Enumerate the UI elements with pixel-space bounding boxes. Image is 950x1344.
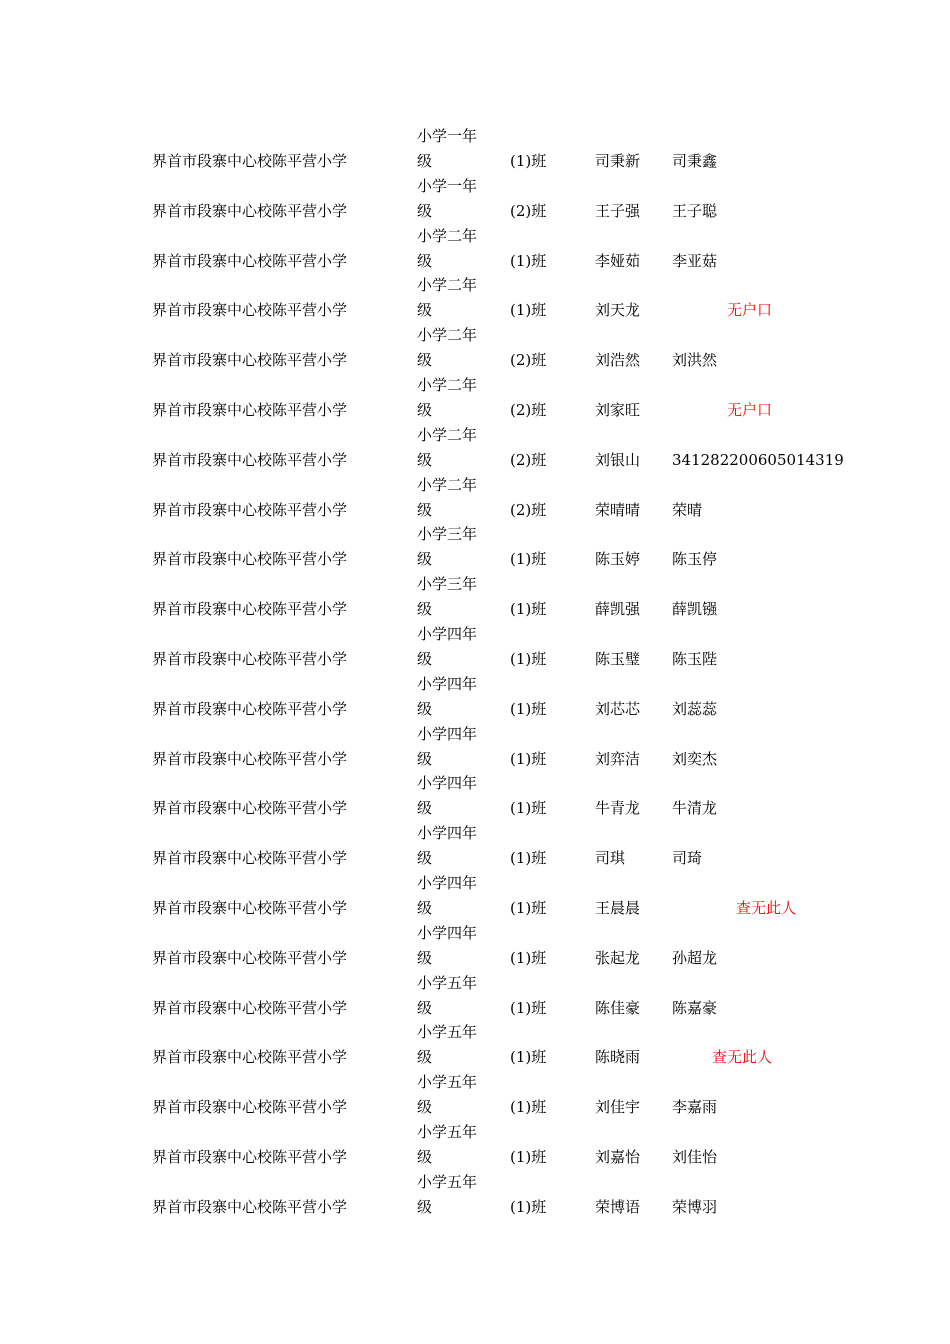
student-name: 刘芯芯 [595, 699, 641, 718]
class-label: (2)班 [510, 400, 547, 419]
corrected-name: 牛清龙 [672, 799, 718, 818]
table-row [152, 921, 832, 971]
table-row [152, 821, 832, 871]
grade-label-bottom: 级 [417, 400, 433, 419]
grade-label-bottom: 级 [417, 152, 433, 170]
corrected-name: 刘蕊蕊 [672, 699, 718, 718]
class-label: (1)班 [510, 301, 547, 320]
class-label: (2)班 [510, 201, 547, 220]
grade-label-bottom: 级 [417, 600, 433, 619]
grade-label-top: 小学二年 [417, 276, 478, 295]
grade-label-top: 小学二年 [417, 326, 478, 345]
grade-label-top: 小学二年 [417, 375, 478, 394]
grade-label-bottom: 级 [417, 898, 433, 917]
school-name: 界首市段寨中心校陈平营小学 [152, 500, 348, 519]
student-name: 王晨晨 [595, 898, 641, 917]
grade-label-bottom: 级 [417, 1098, 433, 1117]
corrected-name: 司秉鑫 [672, 152, 718, 170]
table-row [152, 1120, 832, 1170]
grade-label-top: 小学五年 [417, 1122, 478, 1141]
grade-label-bottom: 级 [417, 351, 433, 370]
grade-label-bottom: 级 [417, 500, 433, 519]
school-name: 界首市段寨中心校陈平营小学 [152, 1098, 348, 1117]
grade-label-bottom: 级 [417, 948, 433, 967]
class-label: (1)班 [510, 948, 547, 967]
school-name: 界首市段寨中心校陈平营小学 [152, 251, 348, 270]
school-name: 界首市段寨中心校陈平营小学 [152, 400, 348, 419]
table-row [152, 373, 832, 423]
school-name: 界首市段寨中心校陈平营小学 [152, 849, 348, 868]
table-row [152, 871, 832, 921]
student-name: 司秉新 [595, 152, 641, 170]
student-name: 李娅茹 [595, 251, 641, 270]
grade-label-top: 小学二年 [417, 475, 478, 494]
class-label: (1)班 [510, 550, 547, 569]
school-name: 界首市段寨中心校陈平营小学 [152, 649, 348, 668]
table-row [152, 1020, 832, 1070]
class-label: (2)班 [510, 450, 547, 469]
corrected-name: 刘奕杰 [672, 749, 718, 768]
grade-label-bottom: 级 [417, 201, 433, 220]
student-name: 刘银山 [595, 450, 641, 469]
grade-label-top: 小学二年 [417, 425, 478, 444]
grade-label-top: 小学二年 [417, 226, 478, 245]
class-label: (1)班 [510, 849, 547, 868]
status-note: 无户口 [727, 400, 773, 419]
table-row [152, 971, 832, 1021]
class-label: (1)班 [510, 152, 547, 170]
school-name: 界首市段寨中心校陈平营小学 [152, 1197, 348, 1216]
table-row [152, 622, 832, 672]
class-label: (1)班 [510, 600, 547, 619]
grade-label-bottom: 级 [417, 749, 433, 768]
grade-label-top: 小学一年 [417, 127, 478, 145]
school-name: 界首市段寨中心校陈平营小学 [152, 1048, 348, 1067]
class-label: (1)班 [510, 898, 547, 917]
school-name: 界首市段寨中心校陈平营小学 [152, 749, 348, 768]
school-name: 界首市段寨中心校陈平营小学 [152, 948, 348, 967]
table-row [152, 124, 832, 174]
table-row [152, 174, 832, 224]
student-name: 陈佳豪 [595, 998, 641, 1017]
corrected-name: 刘洪然 [672, 351, 718, 370]
class-label: (1)班 [510, 699, 547, 718]
student-name: 司琪 [595, 849, 626, 868]
corrected-name: 陈嘉豪 [672, 998, 718, 1017]
grade-label-top: 小学四年 [417, 923, 478, 942]
student-name: 薛凯强 [595, 600, 641, 619]
grade-label-bottom: 级 [417, 799, 433, 818]
table-row [152, 473, 832, 523]
table-row [152, 672, 832, 722]
table-row [152, 1070, 832, 1120]
student-name: 刘天龙 [595, 301, 641, 320]
grade-label-bottom: 级 [417, 1147, 433, 1166]
school-name: 界首市段寨中心校陈平营小学 [152, 152, 348, 170]
corrected-name: 薛凯镪 [672, 600, 718, 619]
corrected-name: 王子聪 [672, 201, 718, 220]
student-name: 牛青龙 [595, 799, 641, 818]
grade-label-bottom: 级 [417, 1048, 433, 1067]
student-name: 陈玉婷 [595, 550, 641, 569]
grade-label-bottom: 级 [417, 301, 433, 320]
corrected-name: 刘佳怡 [672, 1147, 718, 1166]
class-label: (1)班 [510, 649, 547, 668]
table-row [152, 224, 832, 274]
class-label: (1)班 [510, 251, 547, 270]
student-name: 刘家旺 [595, 400, 641, 419]
grade-label-top: 小学三年 [417, 525, 478, 544]
class-label: (2)班 [510, 351, 547, 370]
school-name: 界首市段寨中心校陈平营小学 [152, 550, 348, 569]
student-name: 刘嘉怡 [595, 1147, 641, 1166]
grade-label-bottom: 级 [417, 849, 433, 868]
student-name: 刘佳宇 [595, 1098, 641, 1117]
table-row [152, 423, 844, 473]
class-label: (1)班 [510, 998, 547, 1017]
table-row [152, 273, 832, 323]
corrected-name: 司琦 [672, 849, 703, 868]
grade-label-top: 小学四年 [417, 824, 478, 843]
table-row [152, 572, 832, 622]
status-note: 查无此人 [712, 1048, 773, 1067]
student-name: 王子强 [595, 201, 641, 220]
grade-label-bottom: 级 [417, 649, 433, 668]
status-note: 查无此人 [736, 898, 797, 917]
grade-label-bottom: 级 [417, 998, 433, 1017]
school-name: 界首市段寨中心校陈平营小学 [152, 600, 348, 619]
grade-label-top: 小学四年 [417, 873, 478, 892]
grade-label-bottom: 级 [417, 550, 433, 569]
student-table [152, 124, 844, 1220]
student-name: 荣博语 [595, 1197, 641, 1216]
student-name: 荣晴晴 [595, 500, 641, 519]
grade-label-top: 小学五年 [417, 1023, 478, 1042]
school-name: 界首市段寨中心校陈平营小学 [152, 301, 348, 320]
grade-label-bottom: 级 [417, 450, 433, 469]
status-note: 无户口 [727, 301, 773, 320]
grade-label-top: 小学一年 [417, 176, 478, 195]
corrected-name: 陈玉陛 [672, 649, 718, 668]
school-name: 界首市段寨中心校陈平营小学 [152, 799, 348, 818]
student-name: 陈玉璧 [595, 649, 641, 668]
school-name: 界首市段寨中心校陈平营小学 [152, 699, 348, 718]
grade-label-top: 小学五年 [417, 1172, 478, 1191]
school-name: 界首市段寨中心校陈平营小学 [152, 351, 348, 370]
grade-label-top: 小学四年 [417, 774, 478, 793]
class-label: (2)班 [510, 500, 547, 519]
school-name: 界首市段寨中心校陈平营小学 [152, 898, 348, 917]
id-number: 341282200605014319 [672, 450, 844, 469]
class-label: (1)班 [510, 749, 547, 768]
grade-label-top: 小学四年 [417, 624, 478, 643]
grade-label-bottom: 级 [417, 251, 433, 270]
class-label: (1)班 [510, 1197, 547, 1216]
corrected-name: 李嘉雨 [672, 1098, 718, 1117]
school-name: 界首市段寨中心校陈平营小学 [152, 450, 348, 469]
table-row [152, 522, 832, 572]
corrected-name: 荣晴 [672, 500, 703, 519]
student-name: 陈晓雨 [595, 1048, 641, 1067]
table-row [152, 323, 832, 373]
student-name: 刘浩然 [595, 351, 641, 370]
grade-label-top: 小学三年 [417, 575, 478, 594]
grade-label-bottom: 级 [417, 1197, 433, 1216]
corrected-name: 李亚菇 [672, 251, 718, 270]
school-name: 界首市段寨中心校陈平营小学 [152, 1147, 348, 1166]
table-row [152, 1170, 832, 1220]
table-row [152, 722, 832, 772]
table-row [152, 771, 832, 821]
grade-label-top: 小学四年 [417, 724, 478, 743]
corrected-name: 陈玉停 [672, 550, 718, 569]
class-label: (1)班 [510, 1048, 547, 1067]
class-label: (1)班 [510, 799, 547, 818]
student-name: 张起龙 [595, 948, 641, 967]
grade-label-bottom: 级 [417, 699, 433, 718]
class-label: (1)班 [510, 1147, 547, 1166]
grade-label-top: 小学五年 [417, 973, 478, 992]
class-label: (1)班 [510, 1098, 547, 1117]
school-name: 界首市段寨中心校陈平营小学 [152, 201, 348, 220]
corrected-name: 荣博羽 [672, 1197, 718, 1216]
student-name: 刘弈洁 [595, 749, 641, 768]
grade-label-top: 小学四年 [417, 674, 478, 693]
grade-label-top: 小学五年 [417, 1073, 478, 1092]
corrected-name: 孙超龙 [672, 948, 718, 967]
school-name: 界首市段寨中心校陈平营小学 [152, 998, 348, 1017]
